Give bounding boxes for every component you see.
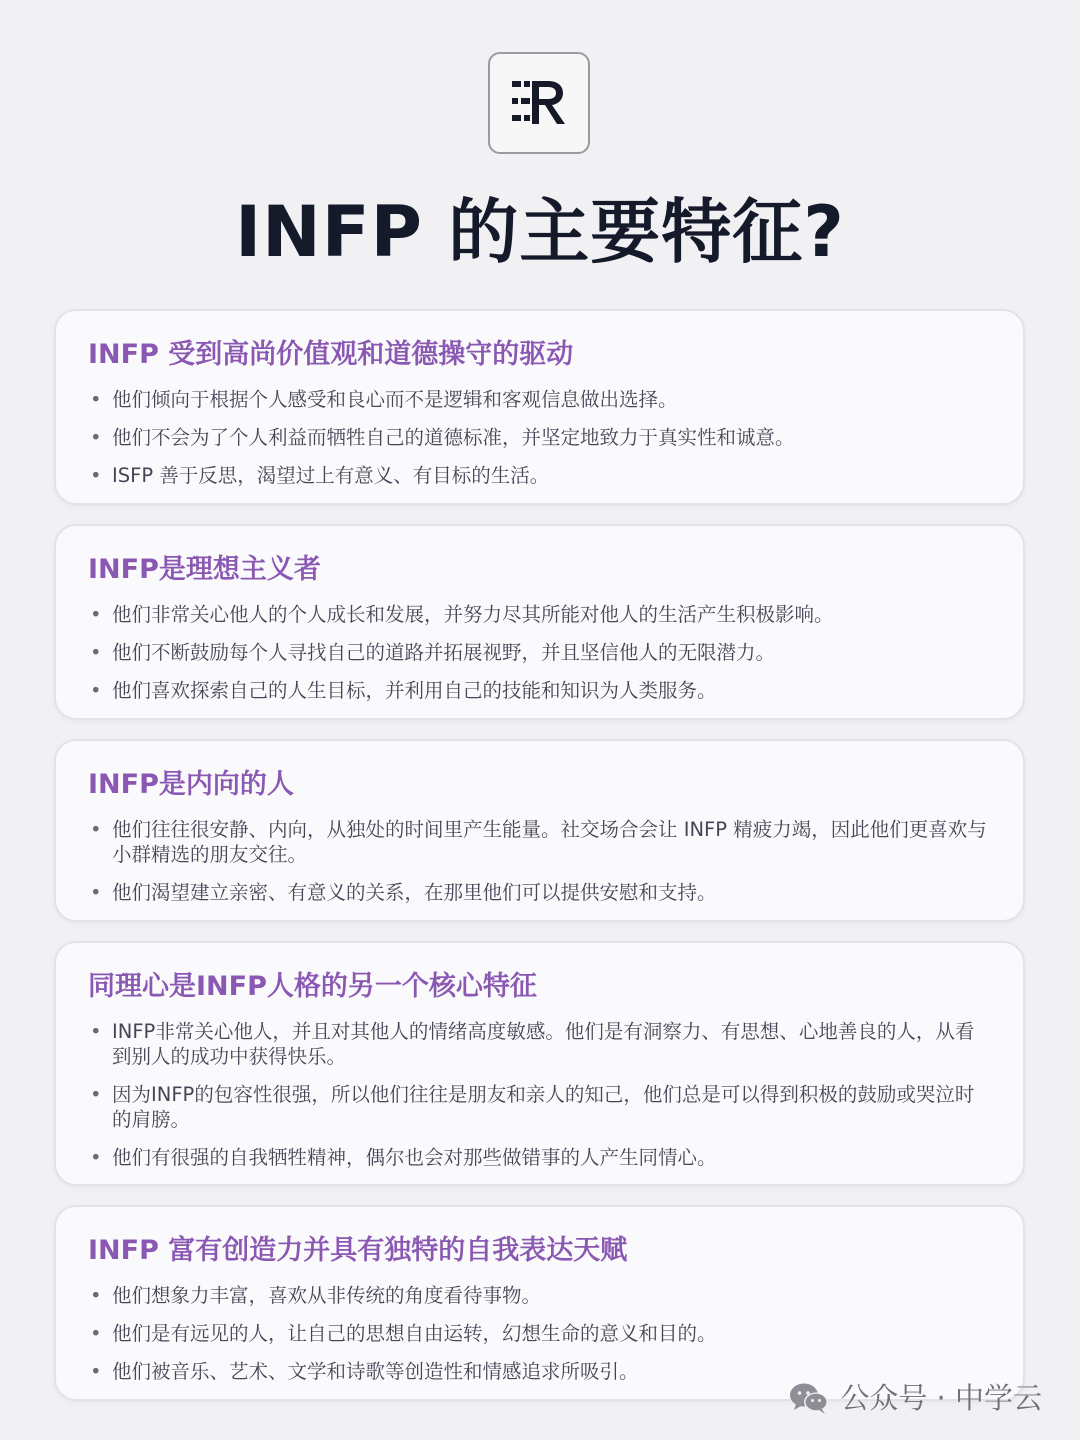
section-card — [54, 309, 1025, 505]
bullet-item: • 他们非常关心他人的个人成长和发展，并努力尽其所能对他人的生活产生积极影响。 — [88, 602, 993, 627]
section-title: INFP 富有创造力并具有独特的自我表达天赋 — [88, 1235, 628, 1266]
section-title: 同理心是INFP人格的另一个核心特征 — [88, 971, 537, 1002]
section-title: INFP是理想主义者 — [88, 554, 321, 585]
bullet-item: • 他们是有远见的人，让自己的思想自由运转，幻想生命的意义和目的。 — [88, 1321, 993, 1346]
wechat-icon — [788, 1380, 830, 1416]
section-card — [54, 941, 1025, 1186]
er-logo-icon — [510, 74, 568, 132]
bullet-item: • 他们不断鼓励每个人寻找自己的道路并拓展视野，并且坚信他人的无限潜力。 — [88, 640, 993, 665]
bullet-list — [88, 817, 993, 905]
bullet-list — [88, 1019, 993, 1170]
section-title: INFP是内向的人 — [88, 769, 294, 800]
section-card — [54, 524, 1025, 720]
page-title: INFP 的主要特征? — [235, 191, 845, 273]
bullet-item: • 因为INFP的包容性很强，所以他们往往是朋友和亲人的知己，他们总是可以得到积极的鼓励或哭泣时的肩膀。 — [88, 1082, 993, 1132]
bullet-list — [88, 387, 993, 488]
bullet-list — [88, 1283, 993, 1384]
bullet-item: • 他们不会为了个人利益而牺牲自己的道德标准，并坚定地致力于真实性和诚意。 — [88, 425, 993, 450]
bullet-item: • INFP非常关心他人，并且对其他人的情绪高度敏感。他们是有洞察力、有思想、心地善良的人，从看到别人的成功中获得快乐。 — [88, 1019, 993, 1069]
bullet-item: • 他们倾向于根据个人感受和良心而不是逻辑和客观信息做出选择。 — [88, 387, 993, 412]
bullet-list — [88, 602, 993, 703]
section-card — [54, 739, 1025, 922]
bullet-item: • 他们渴望建立亲密、有意义的关系，在那里他们可以提供安慰和支持。 — [88, 880, 993, 905]
bullet-item: • 他们喜欢探索自己的人生目标，并利用自己的技能和知识为人类服务。 — [88, 678, 993, 703]
bullet-item: • 他们往往很安静、内向，从独处的时间里产生能量。社交场合会让 INFP 精疲力竭，因此他们更喜欢与小群精选的朋友交往。 — [88, 817, 993, 867]
logo — [488, 52, 590, 154]
bullet-item: • ISFP 善于反思，渴望过上有意义、有目标的生活。 — [88, 463, 993, 488]
section-title: INFP 受到高尚价值观和道德操守的驱动 — [88, 339, 574, 370]
watermark — [788, 1378, 1042, 1418]
watermark-text: 公众号 · 中学云 — [840, 1381, 1042, 1415]
bullet-item: • 他们被音乐、艺术、文学和诗歌等创造性和情感追求所吸引。 — [88, 1359, 993, 1384]
section-card — [54, 1205, 1025, 1401]
bullet-item: • 他们想象力丰富，喜欢从非传统的角度看待事物。 — [88, 1283, 993, 1308]
bullet-item: • 他们有很强的自我牺牲精神，偶尔也会对那些做错事的人产生同情心。 — [88, 1145, 993, 1170]
